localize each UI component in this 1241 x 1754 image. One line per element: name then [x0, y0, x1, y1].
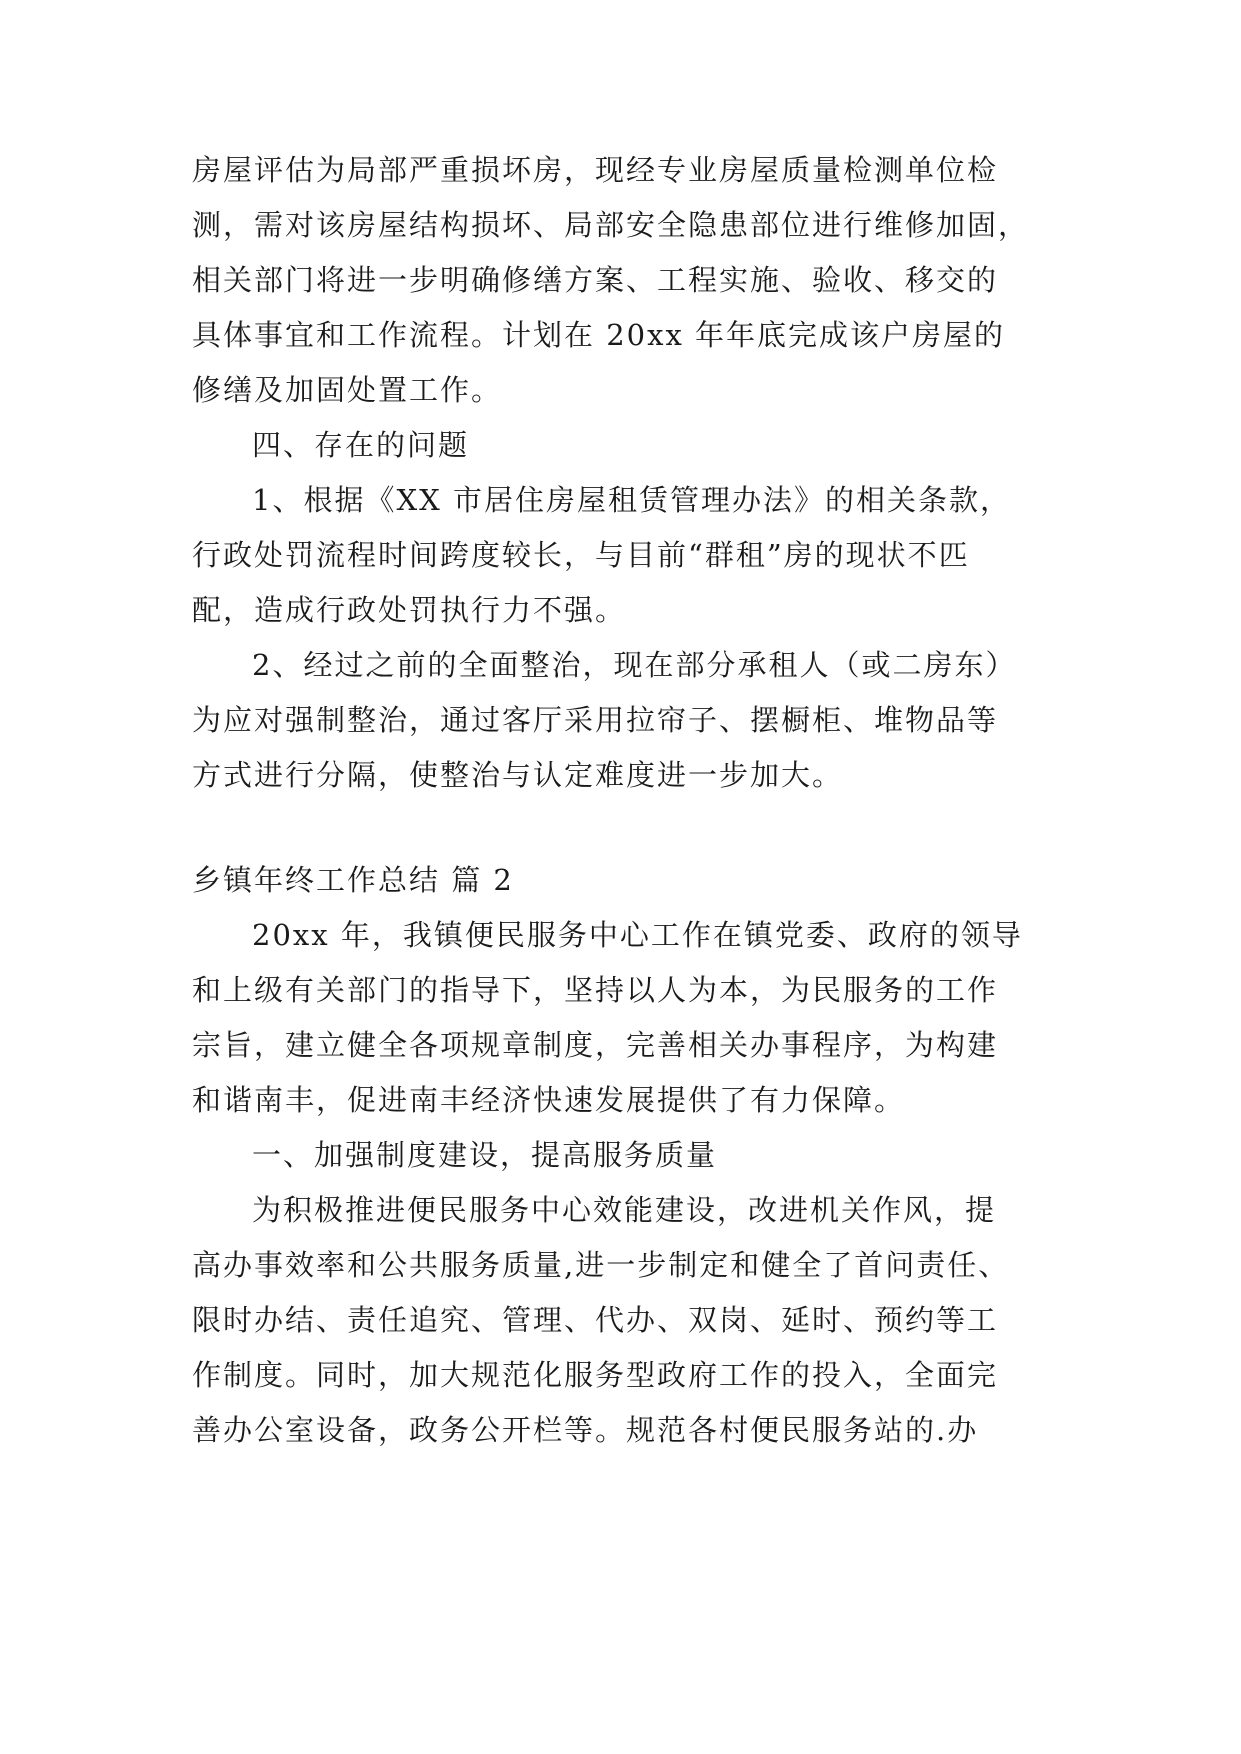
- body-line: 为积极推进便民服务中心效能建设，改进机关作风，提: [252, 1193, 997, 1227]
- problem-item-2-line: 方式进行分隔，使整治与认定难度进一步加大。: [192, 758, 844, 792]
- paragraph-line: 具体事宜和工作流程。计划在 20xx 年年底完成该户房屋的: [192, 318, 1006, 352]
- problem-item-2-line: 2、经过之前的全面整治，现在部分承租人（或二房东）: [252, 648, 1017, 682]
- article-title: 乡镇年终工作总结 篇 2: [192, 863, 514, 897]
- body-line: 高办事效率和公共服务质量,进一步制定和健全了首问责任、: [192, 1248, 1010, 1282]
- problem-item-1-line: 配，造成行政处罚执行力不强。: [192, 593, 627, 627]
- body-line: 限时办结、责任追究、管理、代办、双岗、延时、预约等工: [192, 1303, 999, 1337]
- problem-item-1-line: 1、根据《XX 市居住房屋租赁管理办法》的相关条款，: [252, 483, 1011, 517]
- body-line: 善办公室设备，政务公开栏等。规范各村便民服务站的.办: [192, 1413, 979, 1447]
- paragraph-line: 测，需对该房屋结构损坏、局部安全隐患部位进行维修加固，: [192, 208, 1030, 242]
- paragraph-line: 修缮及加固处置工作。: [192, 373, 503, 407]
- intro-line: 和上级有关部门的指导下，坚持以人为本，为民服务的工作: [192, 973, 999, 1007]
- problem-item-1-line: 行政处罚流程时间跨度较长，与目前“群租”房的现状不匹: [192, 538, 970, 572]
- paragraph-line: 相关部门将进一步明确修缮方案、工程实施、验收、移交的: [192, 263, 999, 297]
- section-heading-problems: 四、存在的问题: [252, 428, 470, 462]
- intro-line: 和谐南丰，促进南丰经济快速发展提供了有力保障。: [192, 1083, 906, 1117]
- problem-item-2-line: 为应对强制整治，通过客厅采用拉帘子、摆橱柜、堆物品等: [192, 703, 999, 737]
- paragraph-line: 房屋评估为局部严重损坏房，现经专业房屋质量检测单位检: [192, 153, 999, 187]
- intro-line: 20xx 年，我镇便民服务中心工作在镇党委、政府的领导: [252, 918, 1023, 952]
- subheading-system-building: 一、加强制度建设，提高服务质量: [252, 1138, 718, 1172]
- body-line: 作制度。同时，加大规范化服务型政府工作的投入，全面完: [192, 1358, 999, 1392]
- intro-line: 宗旨，建立健全各项规章制度，完善相关办事程序，为构建: [192, 1028, 999, 1062]
